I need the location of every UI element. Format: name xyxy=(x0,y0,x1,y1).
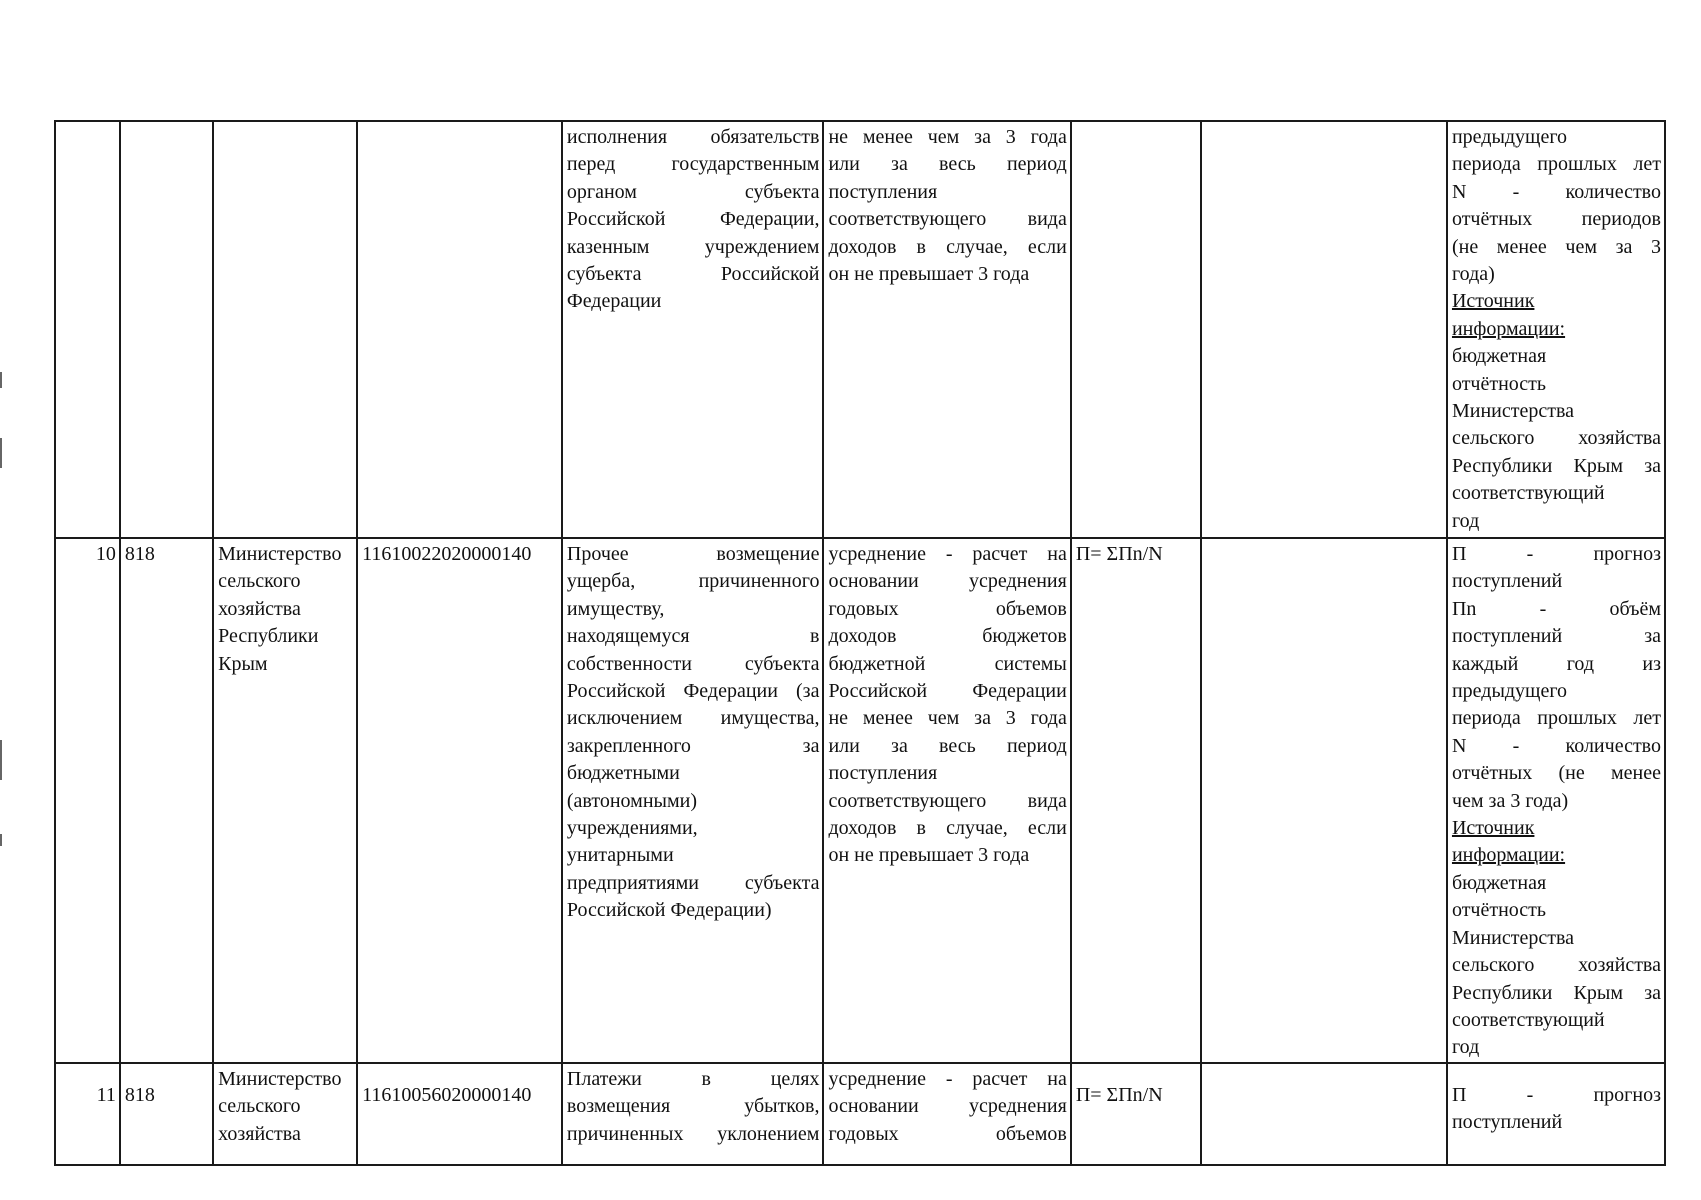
text-line: Российской Федерации, xyxy=(566,208,820,231)
text-line: Российской Федерации (за xyxy=(566,680,820,703)
text-line: доходов в случае, если xyxy=(828,817,1067,840)
text-line: основании усреднения xyxy=(828,570,1067,593)
source-heading: информации: xyxy=(1451,844,1566,867)
text-line: находящемуся в xyxy=(566,625,820,648)
text-line: поступления xyxy=(828,762,938,785)
formula-cell: П= ΣПn/N xyxy=(1071,1063,1201,1165)
text-line: Федерации xyxy=(566,290,662,313)
text-line: Прочее возмещение xyxy=(566,543,820,565)
text-line: Пn - объём xyxy=(1451,597,1661,620)
text-line: он не превышает 3 года xyxy=(828,844,1030,867)
text-line: поступлений xyxy=(1451,570,1563,593)
text-line: или за весь период xyxy=(828,153,1067,176)
text-line: возмещения убытков, xyxy=(566,1095,820,1118)
method-cell xyxy=(823,1063,1070,1165)
text-line: усреднение - расчет на xyxy=(828,1067,1067,1090)
text-line: перед государственным xyxy=(566,153,820,176)
text-line: он не превышает 3 года xyxy=(828,263,1030,286)
text-line: Министерство xyxy=(218,1067,342,1090)
text-line: бюджетными xyxy=(566,762,680,785)
empty-cell xyxy=(1201,1063,1447,1165)
text-line: Министерства xyxy=(1451,400,1575,423)
method-cell xyxy=(823,538,1070,1063)
text-line: собственности субъекта xyxy=(566,652,820,675)
text-line: сельского хозяйства xyxy=(1451,954,1661,977)
text-line: исполнения обязательств xyxy=(566,126,820,148)
empty-cell xyxy=(1201,121,1447,538)
text-line: Российской Федерации) xyxy=(566,899,772,922)
text-line: Республики Крым за xyxy=(1451,981,1661,1004)
table-row xyxy=(55,1063,1665,1165)
algorithm-cell xyxy=(1447,121,1665,538)
row-number-cell xyxy=(55,121,120,538)
revenue-name-cell xyxy=(562,121,824,538)
admin-code-cell: 818 xyxy=(120,1063,213,1165)
text-line: предыдущего xyxy=(1451,680,1568,703)
admin-code-cell xyxy=(120,121,213,538)
text-line: поступлений xyxy=(1451,1111,1563,1134)
revenue-name-cell xyxy=(562,1063,824,1165)
text-line: отчётных периодов xyxy=(1451,208,1661,231)
text-line: периода прошлых лет xyxy=(1451,707,1661,730)
formula-cell xyxy=(1071,121,1201,538)
source-heading: Источник xyxy=(1451,817,1535,840)
text-line: хозяйства xyxy=(218,597,301,620)
text-line: ущерба, причиненного xyxy=(566,570,820,593)
text-line: годовых объемов xyxy=(828,597,1067,620)
text-line: года) xyxy=(1451,263,1495,286)
text-line: или за весь период xyxy=(828,734,1067,757)
text-line: не менее чем за 3 года xyxy=(828,707,1067,730)
text-line: унитарными xyxy=(566,844,674,867)
scan-margin-mark xyxy=(0,740,2,780)
text-line: соответствующий xyxy=(1451,1008,1605,1031)
text-line: усреднение - расчет на xyxy=(828,543,1067,565)
source-heading: Источник xyxy=(1451,290,1535,313)
organization-cell xyxy=(213,1063,357,1165)
text-line: исключением имущества, xyxy=(566,707,820,730)
text-line: закрепленного за xyxy=(566,734,820,757)
source-heading: информации: xyxy=(1451,317,1566,340)
text-line: каждый год из xyxy=(1451,652,1661,675)
text-line: учреждениями, xyxy=(566,817,698,840)
text-line: бюджетная xyxy=(1451,345,1547,368)
text-line: чем за 3 года) xyxy=(1451,789,1569,812)
text-line: сельского xyxy=(218,1095,301,1118)
text-line: поступления xyxy=(828,180,938,203)
text-line: П - прогноз xyxy=(1451,1083,1661,1106)
empty-cell xyxy=(1201,538,1447,1063)
text-line: отчётных (не менее xyxy=(1451,762,1661,785)
text-line: Крым xyxy=(218,652,268,675)
revenue-forecast-table xyxy=(54,120,1666,1166)
table-row xyxy=(55,538,1665,1063)
text-line: хозяйства xyxy=(218,1122,301,1145)
text-line: год xyxy=(1451,509,1480,532)
text-line: основании усреднения xyxy=(828,1095,1067,1118)
text-line: субъекта Российской xyxy=(566,263,820,286)
text-line: бюджетной системы xyxy=(828,652,1067,675)
scan-margin-mark xyxy=(0,834,2,846)
method-cell xyxy=(823,121,1070,538)
organization-cell xyxy=(213,538,357,1063)
text-line: Министерство xyxy=(218,543,342,565)
text-line: соответствующего вида xyxy=(828,208,1067,231)
algorithm-cell xyxy=(1447,538,1665,1063)
text-line: периода прошлых лет xyxy=(1451,153,1661,176)
text-line: доходов бюджетов xyxy=(828,625,1067,648)
text-line: Республики Крым за xyxy=(1451,454,1661,477)
text-line: предприятиями субъекта xyxy=(566,871,820,894)
scan-margin-mark xyxy=(0,372,2,388)
text-line: Платежи в целях xyxy=(566,1067,820,1090)
text-line: поступлений за xyxy=(1451,625,1661,648)
kbk-code-cell xyxy=(357,121,562,538)
text-line: Республики xyxy=(218,625,319,648)
text-line: год xyxy=(1451,1036,1480,1059)
text-line: (не менее чем за 3 xyxy=(1451,235,1661,258)
algorithm-cell xyxy=(1447,1063,1665,1165)
text-line: доходов в случае, если xyxy=(828,235,1067,258)
admin-code-cell: 818 xyxy=(120,538,213,1063)
kbk-code-cell: 11610056020000140 xyxy=(357,1063,562,1165)
text-line: соответствующий xyxy=(1451,482,1605,505)
text-line: N - количество xyxy=(1451,180,1661,203)
kbk-code-cell: 11610022020000140 xyxy=(357,538,562,1063)
text-line: N - количество xyxy=(1451,734,1661,757)
revenue-name-cell xyxy=(562,538,824,1063)
text-line: предыдущего xyxy=(1451,126,1568,148)
text-line: Министерства xyxy=(1451,926,1575,949)
text-line: казенным учреждением xyxy=(566,235,820,258)
text-line: соответствующего вида xyxy=(828,789,1067,812)
formula-cell: П= ΣПn/N xyxy=(1071,538,1201,1063)
text-line: органом субъекта xyxy=(566,180,820,203)
text-line: (автономными) xyxy=(566,789,697,812)
table-row xyxy=(55,121,1665,538)
row-number-cell: 10 xyxy=(55,538,120,1063)
organization-cell xyxy=(213,121,357,538)
text-line: Российской Федерации xyxy=(828,680,1067,703)
row-number-cell: 11 xyxy=(55,1063,120,1165)
text-line: сельского хозяйства xyxy=(1451,427,1661,450)
text-line: не менее чем за 3 года xyxy=(828,126,1067,148)
text-line: отчётность xyxy=(1451,899,1547,922)
scan-margin-mark xyxy=(0,438,2,468)
text-line: бюджетная xyxy=(1451,871,1547,894)
text-line: годовых объемов xyxy=(828,1122,1067,1145)
text-line: сельского xyxy=(218,570,301,593)
text-line: причиненных уклонением xyxy=(566,1122,820,1145)
text-line: отчётность xyxy=(1451,372,1547,395)
text-line: имуществу, xyxy=(566,597,665,620)
text-line: П - прогноз xyxy=(1451,543,1661,565)
